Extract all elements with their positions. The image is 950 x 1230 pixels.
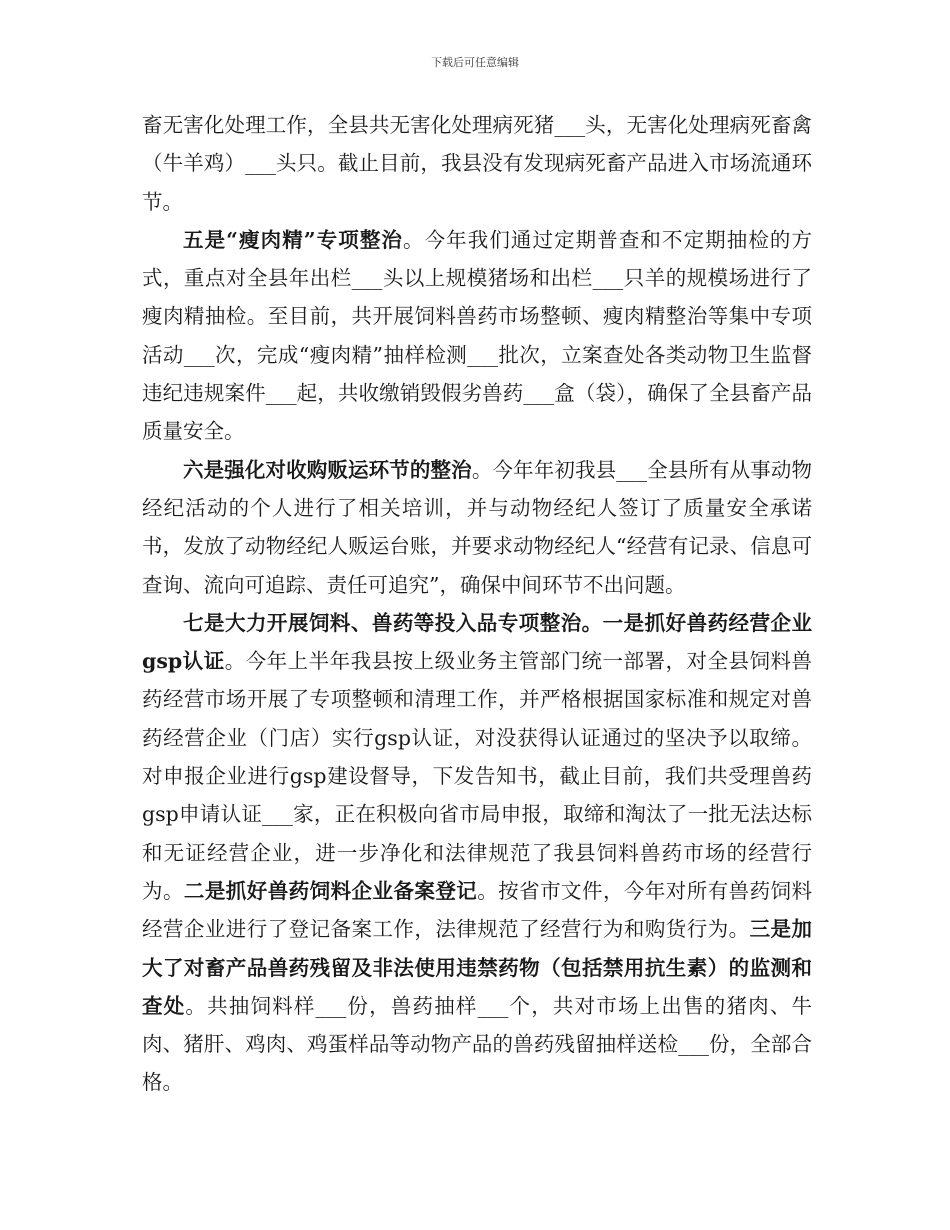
section-heading-seven: 七是大力开展饲料、兽药等投入品专项整治。一是抓好兽药经营企业gsp认证 <box>142 610 812 674</box>
subheading-three: 三是加大了对畜产品兽药残留及非法使用违禁药物（包括禁用抗生素）的监测和查处 <box>142 917 813 1018</box>
paragraph-purchase-transport <box>142 451 812 604</box>
paragraph-feed-vet-drugs <box>142 604 812 1102</box>
paragraph-text: 。共抽饲料样___份，兽药抽样___个，共对市场上出售的猪肉、牛肉、猪肝、鸡肉、鸡蛋样品等动物产品的兽药残留抽样送检___份，全部合格。 <box>142 993 813 1095</box>
document-body <box>142 106 812 1102</box>
section-heading-six: 六是强化对收购贩运环节的整治 <box>183 457 472 482</box>
page-header: 下载后可任意编辑 <box>431 56 519 69</box>
paragraph-text: 。今年年初我县___全县所有从事动物经纪活动的个人进行了相关培训，并与动物经纪人签订了质量安全承诺书，发放了动物经纪人贩运台账，并要求动物经纪人“经营有记录、信息可查询、流向可追踪、责任可追究”，确保中间环节不出问题。 <box>142 457 813 597</box>
paragraph-text: 。今年我们通过定期普查和不定期抽检的方式，重点对全县年出栏___头以上规模猪场和出栏___只羊的规模场进行了瘦肉精抽检。至目前，共开展饲料兽药市场整顿、瘦肉精整治等集中专项活动___次，完成“瘦肉精”抽样检测___批次，立案查处各类动物卫生监督违纪违规案件___起，共收缴销毁假劣兽药___盒（袋），确保了全县畜产品质量安全。 <box>142 227 812 444</box>
paragraph-continuation <box>142 106 812 221</box>
paragraph-text: 畜无害化处理工作，全县共无害化处理病死猪___头，无害化处理病死畜禽（牛羊鸡）___头只。截止目前，我县没有发现病死畜产品进入市场流通环节。 <box>142 113 812 214</box>
paragraph-text: 。按省市文件，今年对所有兽药饲料经营企业进行了登记备案工作，法律规范了经营行为和购货行为。 <box>142 878 813 942</box>
paragraph-lean-meat-remediation <box>142 221 812 451</box>
subheading-two: 二是抓好兽药饲料企业备案登记 <box>183 878 478 903</box>
paragraph-text: 。今年上半年我县按上级业务主管部门统一部署，对全县饲料兽药经营市场开展了专项整顿和清理工作，并严格根据国家标准和规定对兽药经营企业（门店）实行gsp认证，对没获得认证通过的坚决予以取缔。对申报企业进行gsp建设督导，下发告知书，截止目前，我们共受理兽药gsp申请认证___家，正在积极向省市局申报，取缔和淘汰了一批无法达标和无证经营企业，进一步净化和法律规范了我县饲料兽药市场的经营行为。 <box>142 649 812 903</box>
section-heading-five: 五是“瘦肉精”专项整治 <box>183 227 403 252</box>
